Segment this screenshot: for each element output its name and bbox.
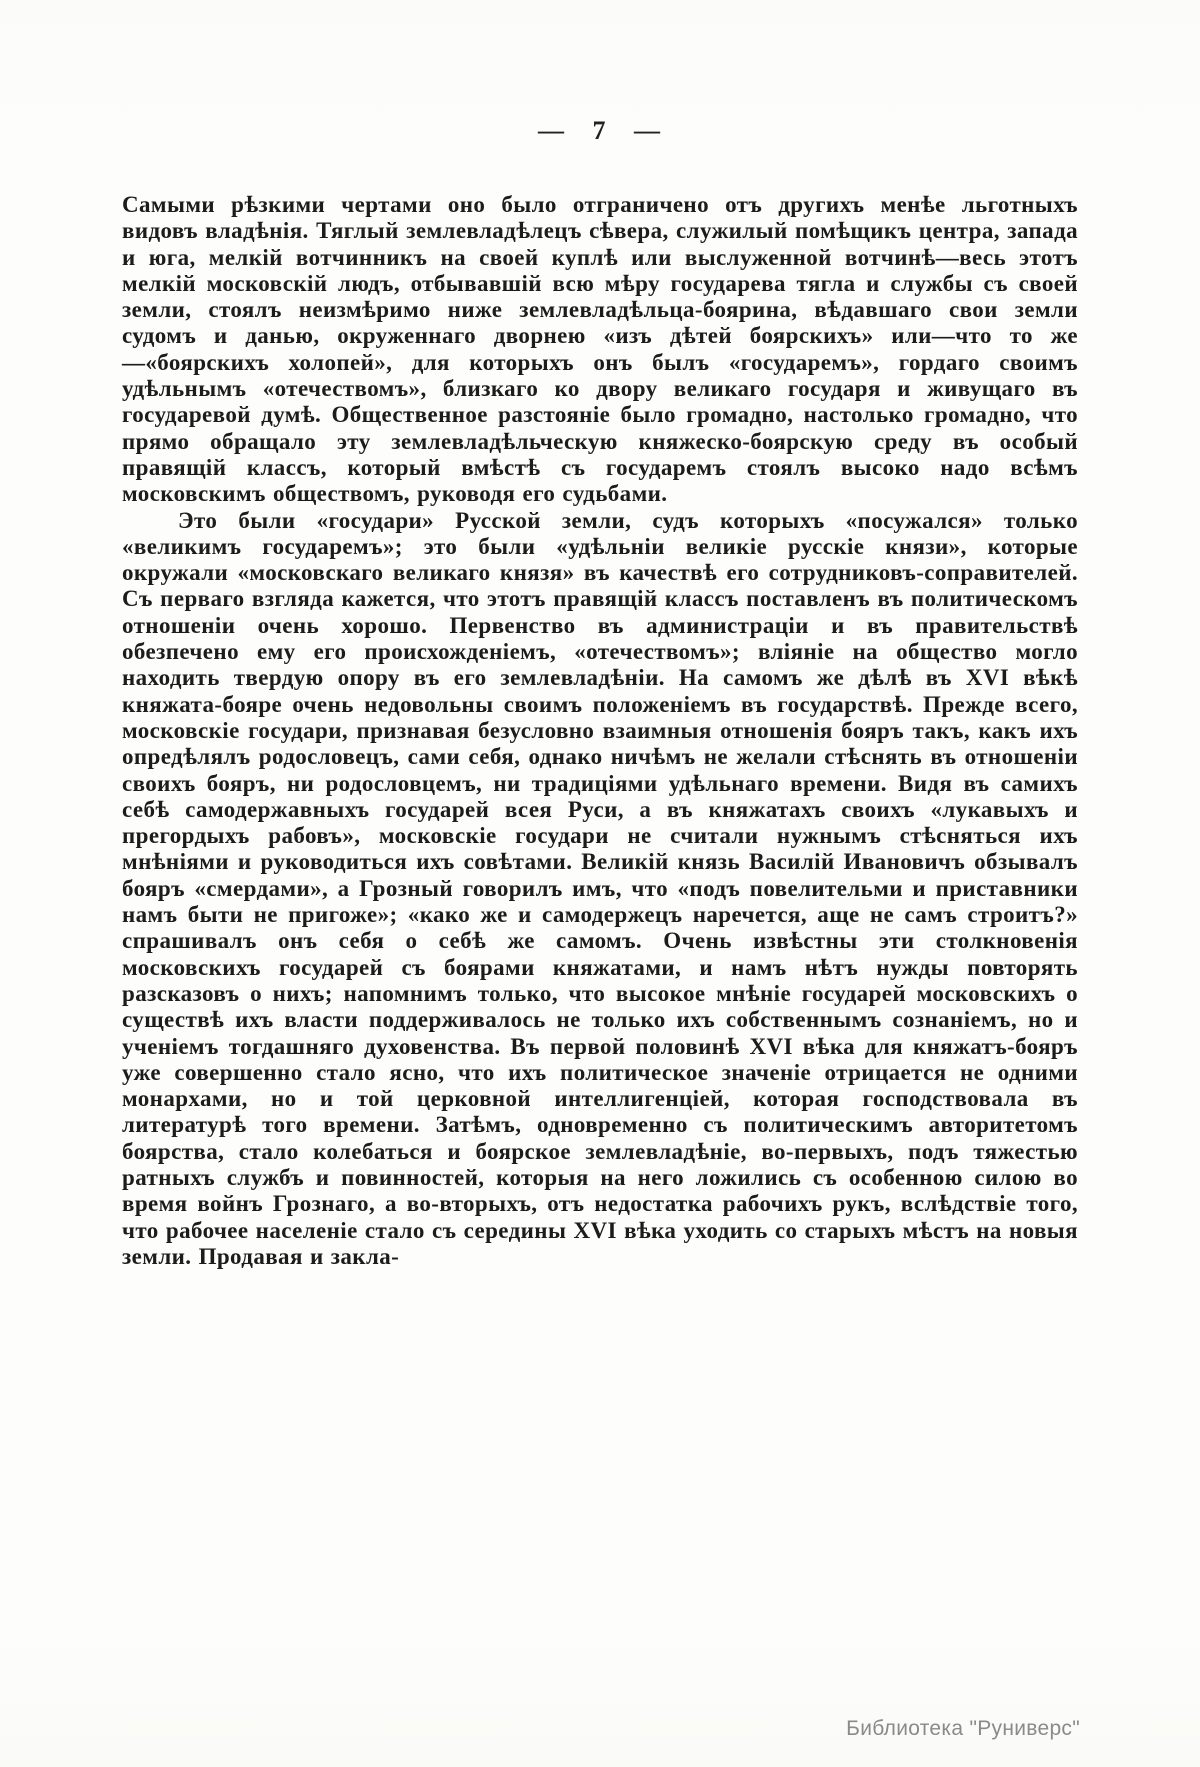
paragraph-2: Это были «государи» Русской земли, судъ которыхъ «посужался» только «великимъ государемъ»; это были «удѣльніи великіе русскіе князи», которые окружали «московскаго великаго князя» въ качествѣ его сотрудниковъ-соправителей. Съ перваго взгляда кажется, что этотъ правящій классъ поставленъ въ политическомъ отношеніи очень хорошо. Первенство въ администраціи и въ правительствѣ обезпечено ему его происхожденіемъ, «отечествомъ»; вліяніе на общество могло находить твердую опору въ его землевладѣніи. На самомъ же дѣлѣ въ XVI вѣкѣ княжата-бояре очень недовольны своимъ положеніемъ въ государствѣ. Прежде всего, московскіе государи, признавая безусловно взаимныя отношенія бояръ такъ, какъ ихъ опредѣлялъ родословецъ, сами себя, однако ничѣмъ не желали стѣснять въ отношеніи своихъ бояръ, ни родословцемъ, ни традиціями удѣльнаго времени. Видя въ самихъ себѣ самодержавныхъ государей всея Руси, а въ княжатахъ своихъ «лукавыхъ и прегордыхъ рабовъ», московскіе государи не считали нужнымъ стѣсняться ихъ мнѣніями и руководиться ихъ совѣтами. Великій князь Василій Ивановичъ обзывалъ бояръ «смердами», а Грозный говорилъ имъ, что «подъ повелительми и приставники намъ быти не пригоже»; «како же и самодержецъ наречется, аще не самъ строитъ?» спрашивалъ онъ себя о себѣ же самомъ. Очень извѣстны эти столкновенія московскихъ государей съ боярами княжатами, и намъ нѣтъ нужды повторять разсказовъ о нихъ; напомнимъ только, что высокое мнѣніе государей московскихъ о существѣ ихъ власти поддерживалось не только ихъ собственнымъ сознаніемъ, но и ученіемъ тогдашняго духовенства. Въ первой половинѣ XVI вѣка для княжатъ-бояръ уже совершенно стало ясно, что ихъ политическое значеніе отрицается не одними монархами, но и той церковной интеллигенціей, которая господствовала въ литературѣ того времени. Затѣмъ, одновременно съ политическимъ авторитетомъ боярства, стало колебаться и боярское землевладѣніе, во-первыхъ, подъ тяжестью ратныхъ службъ и повинностей, которыя на него ложились съ особенною силою во время войнъ Грознаго, а во-вторыхъ, отъ недостатка рабочихъ рукъ, вслѣдствіе того, что рабочее населеніе стало съ середины XVI вѣка уходить со старыхъ мѣстъ на новыя земли. Продавая и закла- bbox=[122, 507, 1078, 1269]
library-watermark: Библиотека "Руниверс" bbox=[846, 1717, 1080, 1740]
paragraph-1: Самыми рѣзкими чертами оно было отграничено отъ другихъ менѣе льготныхъ видовъ владѣнія. Тяглый землевладѣлецъ сѣвера, служилый помѣщикъ центра, запада и юга, мелкій вотчинникъ на своей куплѣ или выслуженной вотчинѣ—весь этотъ мелкій московскій людъ, отбывавшій всю мѣру государева тягла и службы съ своей земли, стоялъ неизмѣримо ниже землевладѣльца-боярина, вѣдавшаго свои земли судомъ и данью, окруженнаго дворнею «изъ дѣтей боярскихъ» или—что то же—«боярскихъ холопей», для которыхъ онъ былъ «государемъ», гордаго своимъ удѣльнымъ «отечествомъ», близкаго ко двору великаго государя и живущаго въ государевой думѣ. Общественное разстояніе было громадно, настолько громадно, что прямо обращало эту землевладѣльческую княжеско-боярскую среду въ особый правящій классъ, который вмѣстѣ съ государемъ стоялъ высоко надо всѣмъ московскимъ обществомъ, руководя его судьбами. bbox=[122, 192, 1078, 507]
page-number-header: — 7 — bbox=[538, 116, 662, 145]
body-text bbox=[122, 192, 1078, 1270]
